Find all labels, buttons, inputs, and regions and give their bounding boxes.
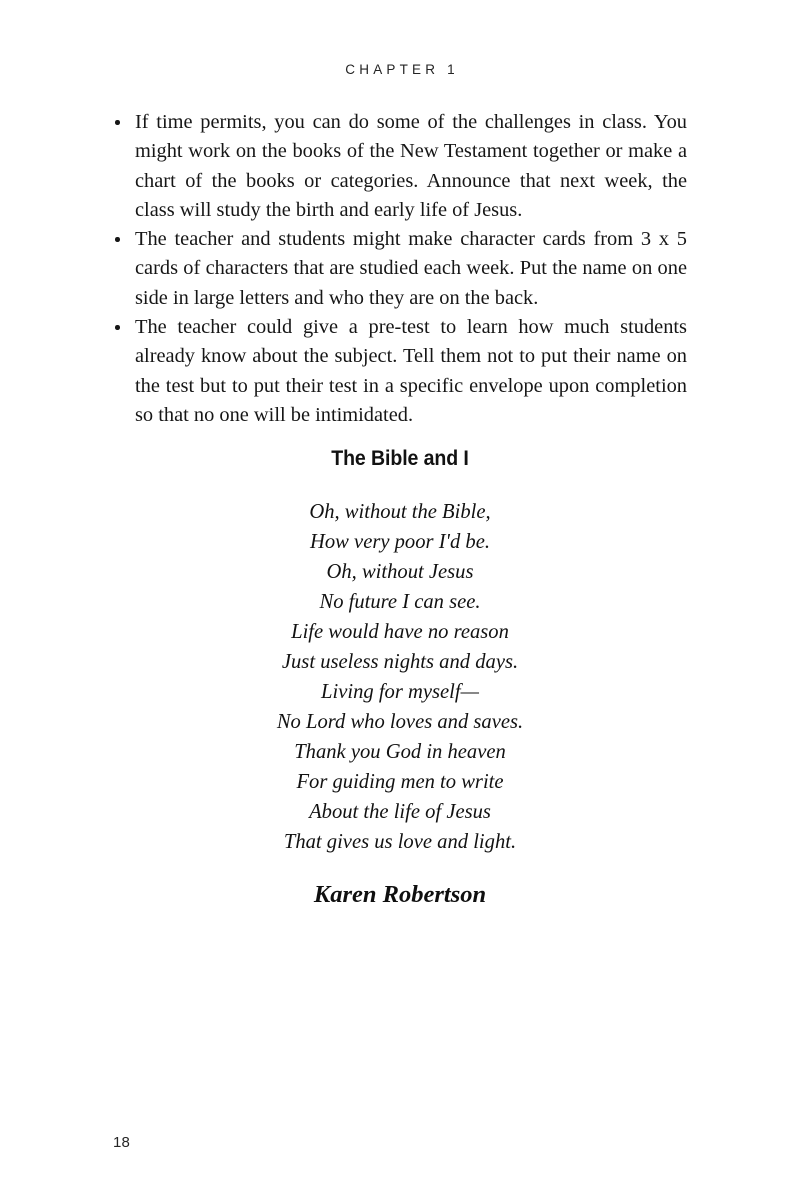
bullet-dot-icon xyxy=(115,120,120,125)
poem-line: Life would have no reason xyxy=(291,621,509,643)
list-item xyxy=(113,313,687,430)
bullet-dot-icon xyxy=(115,237,120,242)
list-item xyxy=(113,108,687,225)
list-item-text: If time permits, you can do some of the challenges in class. You might work on the books of the New Testament together or make a chart of the books or categories. Announce that next week, the class will study the birth and early life of Jesus. xyxy=(135,111,687,221)
poem-line: Thank you God in heaven xyxy=(294,741,506,763)
poem-line: Oh, without the Bible, xyxy=(309,501,491,523)
poem-block xyxy=(0,447,800,910)
poem-lines xyxy=(0,497,800,857)
poem-line: Living for myself— xyxy=(321,681,479,703)
teaching-tips-list xyxy=(113,108,687,430)
bullet-dot-icon xyxy=(115,325,120,330)
poem-line: For guiding men to write xyxy=(296,771,504,793)
poem-line: Oh, without Jesus xyxy=(326,561,474,583)
running-head-chapter: CHAPTER 1 xyxy=(345,62,459,77)
list-item-text: The teacher could give a pre-test to learn how much students already know about the subject. Tell them not to put their name on the test but to put their test in a specific envelope upon completion so that no one will be intimidated. xyxy=(135,316,687,426)
poem-line: No Lord who loves and saves. xyxy=(276,711,524,733)
list-item-text: The teacher and students might make character cards from 3 x 5 cards of characters that are studied each week. Put the name on one side in large letters and who they are on the back. xyxy=(135,228,687,309)
poem-line: How very poor I'd be. xyxy=(310,531,490,553)
poem-line: No future I can see. xyxy=(319,591,481,613)
poem-line: About the life of Jesus xyxy=(309,801,491,823)
page-number: 18 xyxy=(113,1134,131,1151)
list-item xyxy=(113,225,687,313)
poem-line: That gives us love and light. xyxy=(283,831,517,853)
poem-author: Karen Robertson xyxy=(313,881,487,908)
poem-title: The Bible and I xyxy=(331,447,469,470)
body-content xyxy=(113,108,687,430)
poem-line: Just useless nights and days. xyxy=(281,651,519,673)
